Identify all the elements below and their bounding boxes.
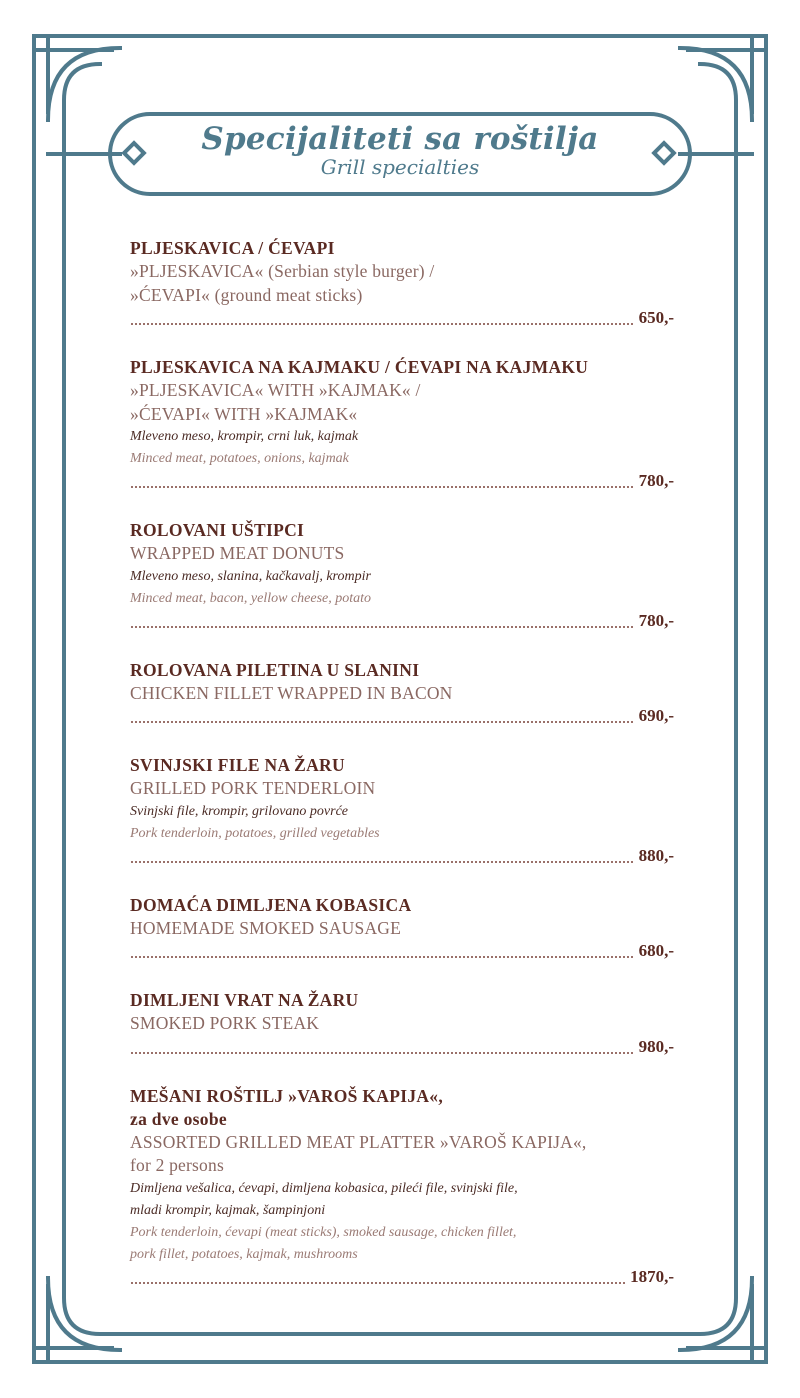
item-price: 980,- [638, 1036, 674, 1056]
dot-leader [130, 848, 634, 864]
price-line [130, 470, 674, 492]
menu-item [130, 237, 674, 329]
item-price: 880,- [638, 845, 674, 865]
item-name: za dve osobe [130, 1108, 227, 1129]
item-price: 650,- [638, 308, 674, 327]
item-description: Dimljena vešalica, ćevapi, dimljena kobasica, pileći file, svinjski file, [130, 1180, 518, 1196]
menu-item [130, 989, 674, 1058]
price-line [130, 1036, 674, 1058]
item-price: 680,- [638, 941, 674, 960]
item-name: SVINJSKI FILE NA ŽARU [130, 755, 345, 775]
menu-item [130, 356, 674, 492]
item-english-name: CHICKEN FILLET WRAPPED IN BACON [130, 682, 453, 703]
item-description: Mleveno meso, slanina, kačkavalj, krompir [130, 568, 371, 584]
item-english-name: for 2 persons [130, 1155, 224, 1175]
item-english-name: »ĆEVAPI« (ground meat sticks) [130, 284, 363, 305]
menu-item [130, 1085, 674, 1288]
price-line [130, 940, 674, 962]
item-name: DOMAĆA DIMLJENA KOBASICA [130, 894, 412, 915]
item-english-name: »PLJESKAVICA« (Serbian style burger) / [130, 261, 435, 281]
item-name: ROLOVANI UŠTIPCI [130, 520, 305, 540]
item-description: Svinjski file, krompir, grilovano povrće [130, 803, 348, 819]
page-title: Specijaliteti sa roštilja [201, 121, 599, 157]
item-price: 780,- [638, 471, 674, 490]
item-english-name: »ĆEVAPI« WITH »KAJMAK« [130, 403, 358, 424]
item-description: Mleveno meso, krompir, crni luk, kajmak [130, 429, 359, 444]
item-description-english: Minced meat, bacon, yellow cheese, potato [130, 590, 372, 606]
item-description-english: Pork tenderloin, ćevapi (meat sticks), smoked sausage, chicken fillet, [130, 1224, 517, 1240]
menu-item [130, 754, 674, 867]
item-price: 780,- [638, 610, 674, 630]
item-english-name: ASSORTED GRILLED MEAT PLATTER »VAROŠ KAPIJA«, [130, 1131, 587, 1152]
dot-leader [130, 310, 634, 326]
dot-leader [130, 708, 634, 724]
price-line [130, 845, 674, 867]
menu-header [0, 118, 800, 178]
item-description-english: Pork tenderloin, potatoes, grilled vegetables [130, 825, 380, 841]
menu-item [130, 659, 674, 728]
item-english-name: SMOKED PORK STEAK [130, 1013, 320, 1033]
price-line [130, 705, 674, 727]
item-description-english: Minced meat, potatoes, onions, kajmak [130, 451, 349, 466]
dot-leader [130, 943, 634, 959]
menu-item [130, 894, 674, 963]
price-line [130, 307, 674, 329]
item-english-name: »PLJESKAVICA« WITH »KAJMAK« / [130, 380, 421, 400]
item-name: PLJESKAVICA / ĆEVAPI [130, 238, 335, 258]
item-english-name: WRAPPED MEAT DONUTS [130, 543, 345, 563]
item-name: MEŠANI ROŠTILJ »VAROŠ KAPIJA«, [130, 1085, 444, 1106]
item-name: ROLOVANA PILETINA U SLANINI [130, 659, 420, 680]
item-name: DIMLJENI VRAT NA ŽARU [130, 990, 359, 1010]
price-line [130, 1266, 674, 1288]
dot-leader [130, 613, 634, 629]
page-subtitle: Grill specialties [320, 155, 480, 179]
menu-list [130, 237, 674, 1315]
price-line [130, 610, 674, 632]
item-english-name: HOMEMADE SMOKED SAUSAGE [130, 917, 402, 938]
item-description-english: pork fillet, potatoes, kajmak, mushrooms [130, 1246, 358, 1262]
item-name: PLJESKAVICA NA KAJMAKU / ĆEVAPI NA KAJMAKU [130, 357, 589, 377]
dot-leader [130, 473, 634, 489]
item-english-name: GRILLED PORK TENDERLOIN [130, 778, 376, 798]
item-price: 1870,- [630, 1266, 674, 1286]
item-description: mladi krompir, kajmak, šampinjoni [130, 1202, 326, 1218]
dot-leader [130, 1269, 625, 1285]
dot-leader [130, 1039, 634, 1055]
menu-item [130, 519, 674, 632]
item-price: 690,- [638, 706, 674, 725]
